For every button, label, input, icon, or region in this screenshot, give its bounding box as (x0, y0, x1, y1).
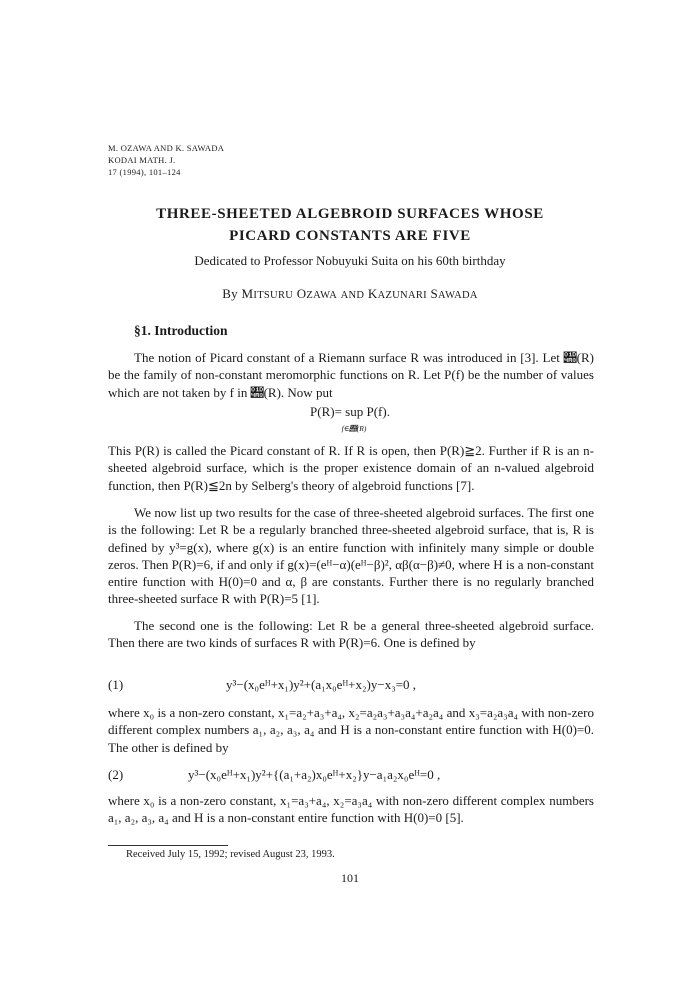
title-line-2: PICARD CONSTANTS ARE FIVE (229, 228, 471, 244)
paragraph-5: where x₀ is a non-zero constant, x₁=a₂+a₃+a₄, x₂=a₂a₃+a₃a₄+a₂a₄ and x₃=a₂a₃a₄ with non-zero different complex numbers a₁, a₂, a₃, a₄ and H is a non-constant entire function with H(0)=0. The other is defined by (108, 705, 594, 755)
title-line-1: THREE-SHEETED ALGEBROID SURFACES WHOSE (156, 206, 544, 222)
paper-title (0, 203, 700, 247)
header-journal: KODAI MATH. J. (108, 155, 176, 165)
equation-2-number: (2) (108, 767, 124, 782)
page-number: 101 (341, 871, 359, 885)
equation-2-body: y³−(x₀eᴴ+x₁)y²+{(a₁+a₂)x₀eᴴ+x₂}y−a₁a₂x₀eᴴ=0 , (188, 767, 441, 782)
header-volume: 17 (1994), 101–124 (108, 167, 181, 177)
footnote-rule (108, 845, 228, 846)
equation-1-body: y³−(x₀eᴴ+x₁)y²+(a₁x₀eᴴ+x₂)y−x₃=0 , (226, 677, 417, 692)
dedication: Dedicated to Professor Nobuyuki Suita on his 60th birthday (194, 253, 506, 268)
header-authors: M. OZAWA AND K. SAWADA (108, 143, 225, 153)
display-equation: P(R)= sup P(f). (310, 404, 390, 419)
paragraph-3: We now list up two results for the case of three-sheeted algebroid surfaces. The first one is the following: Let R be a regularly branched three-sheeted algebroid surface, that is, R is defined by y³=g(x), where g(x) is an entire function with infinitely many simple or double zeros. Then P(R)=6, if and only if g(x)=(eᴴ−α)(eᴴ−β)², αβ(α−β)≠0, where H is a non-constant entire function with H(0)=0 and α, β are constants. Further there is no regularly branched three-sheeted surface R with P(R)=5 [1]. (108, 505, 594, 607)
display-equation-subscript: f∈𝒨(R) (341, 424, 367, 433)
equation-1-number: (1) (108, 677, 124, 692)
author-byline: By MITSURU OZAWA AND KAZUNARI SAWADA (222, 286, 478, 301)
running-header (108, 142, 224, 178)
section-heading: §1. Introduction (134, 323, 228, 338)
paragraph-2: This P(R) is called the Picard constant of R. If R is open, then P(R)≧2. Further if R is an n-sheeted algebroid surface, which is the proper existence domain of an n-valued algebroid function, then P(R)≦2n by Selberg's theory of algebroid functions [7]. (108, 443, 594, 493)
paragraph-6: where x₀ is a non-zero constant, x₁=a₃+a₄, x₂=a₃a₄ with non-zero different complex numbers a₁, a₂, a₃, a₄ and H is a non-constant entire function with H(0)=0 [5]. (108, 793, 594, 826)
paragraph-4: The second one is the following: Let R be a general three-sheeted algebroid surface. Then there are two kinds of surfaces R with P(R)=6. One is defined by (108, 618, 594, 651)
paragraph-1: The notion of Picard constant of a Riemann surface R was introduced in [3]. Let 𝒨(R) be the family of non-constant meromorphic functions on R. Let P(f) be the number of values which are not taken by f in 𝒨(R). Now put (108, 350, 594, 400)
footnote: Received July 15, 1992; revised August 23, 1993. (126, 849, 335, 860)
